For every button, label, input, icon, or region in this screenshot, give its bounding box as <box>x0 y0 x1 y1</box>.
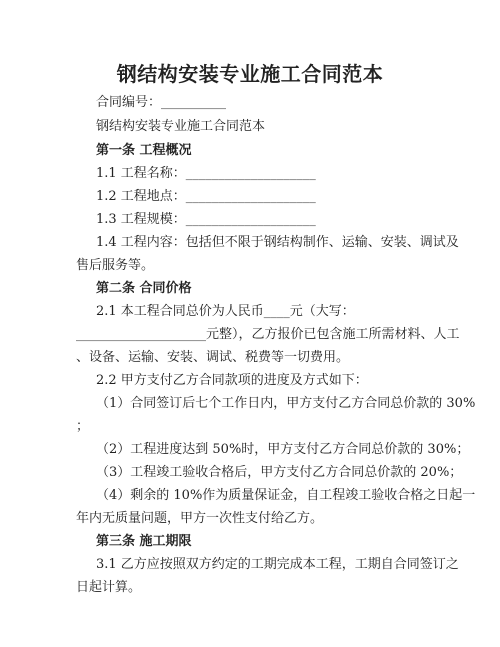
clause-1-1: 1.1 工程名称：____________________ <box>96 166 316 181</box>
clause-1-2: 1.2 工程地点：____________________ <box>96 189 316 204</box>
payment-item-1: （1）合同签订后七个工作日内，甲方支付乙方合同总价款的 30% <box>96 396 476 411</box>
clause-1-4-cont: 售后服务等。 <box>76 258 155 273</box>
payment-item-1-cont: ； <box>76 419 90 434</box>
payment-item-2: （2）工程进度达到 50%时，甲方支付乙方合同总价款的 30%； <box>96 442 470 457</box>
clause-2-2: 2.2 甲方支付乙方合同款项的进度及方式如下： <box>96 373 368 388</box>
clause-2-1: 2.1 本工程合同总价为人民币____元（大写： <box>96 304 355 319</box>
clause-2-1-cont: ____________________元整），乙方报价已包含施工所需材料、人工 <box>76 327 460 342</box>
clause-3-1: 3.1 乙方应按照双方约定的工期完成本工程，工期自合同签订之 <box>96 557 459 572</box>
section-heading-2: 第二条 合同价格 <box>96 281 192 296</box>
payment-item-4: （4）剩余的 10%作为质量保证金，自工程竣工验收合格之日起一 <box>96 488 476 503</box>
payment-item-4-cont: 年内无质量问题，甲方一次性支付给乙方。 <box>76 511 324 526</box>
section-heading-3: 第三条 施工期限 <box>96 534 192 549</box>
clause-3-1-cont: 日起计算。 <box>76 580 142 595</box>
contract-number: 合同编号：__________ <box>96 95 227 110</box>
subtitle: 钢结构安装专业施工合同范本 <box>96 119 266 134</box>
clause-2-1-cont-2: 、设备、运输、安装、调试、税费等一切费用。 <box>76 350 350 365</box>
clause-1-4: 1.4 工程内容：包括但不限于钢结构制作、运输、安装、调试及 <box>96 235 459 250</box>
document-title: 钢结构安装专业施工合同范本 <box>116 62 384 86</box>
payment-item-3: （3）工程竣工验收合格后，甲方支付乙方合同总价款的 20%； <box>96 465 463 480</box>
clause-1-3: 1.3 工程规模：____________________ <box>96 212 316 227</box>
section-heading-1: 第一条 工程概况 <box>96 143 192 158</box>
